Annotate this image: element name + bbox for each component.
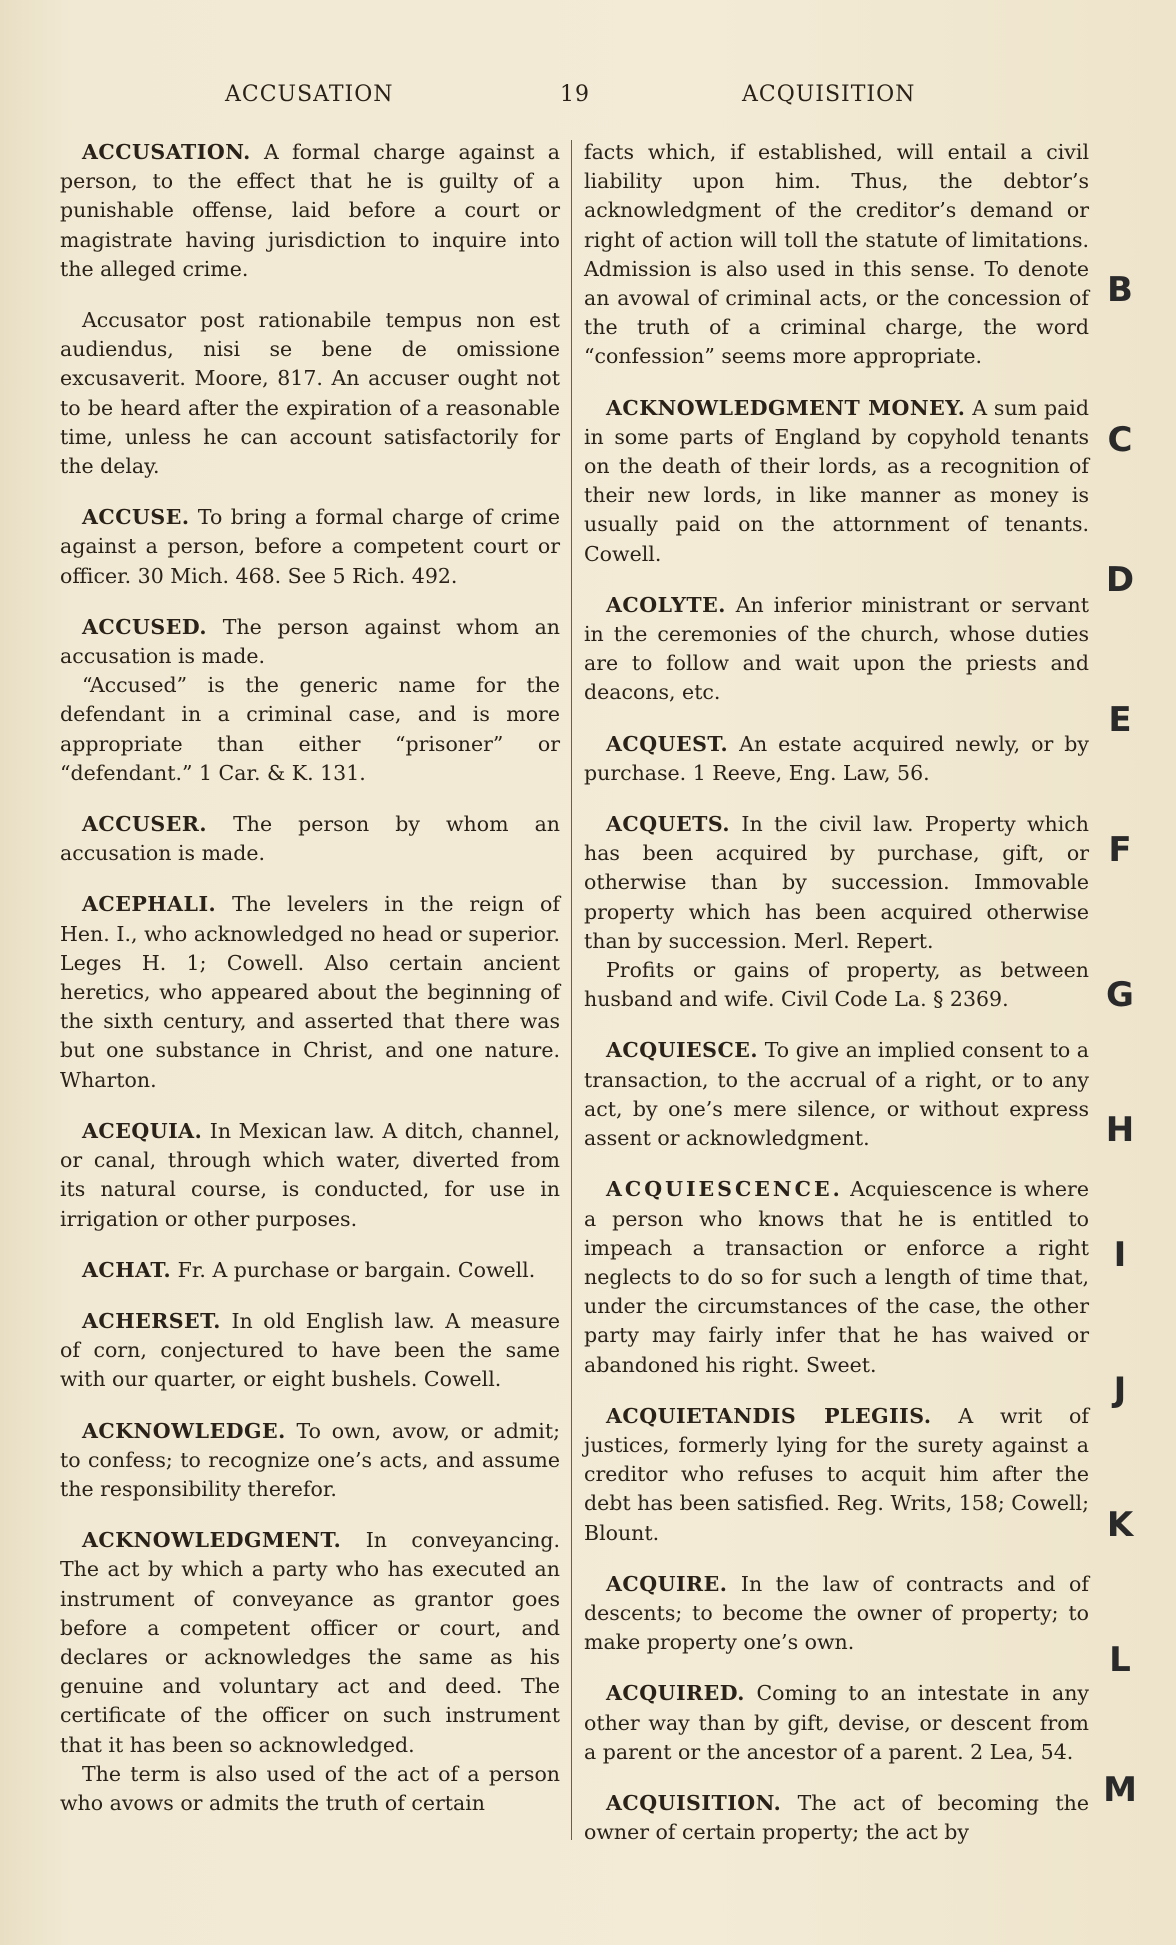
entry-headword: ACEPHALI. (82, 892, 217, 917)
entry-headword: ACQUIRED. (606, 1681, 745, 1706)
entry-headword: ACKNOWLEDGE. (82, 1418, 286, 1443)
entry-headword: ACCUSATION. (82, 140, 251, 164)
entry-headword: ACEQUIA. (82, 1118, 203, 1143)
entry-text: An estate acquired newly, or by purchase. 1 Reeve, Eng. Law, 56. (584, 731, 1089, 785)
dictionary-entry (60, 1256, 560, 1285)
thumb-index-letter[interactable]: E (1108, 700, 1132, 740)
dictionary-entry (60, 503, 560, 591)
entry-headword: ACQUIETANDIS PLEGIIS. (606, 1403, 932, 1428)
dictionary-entry (584, 810, 1089, 1014)
entry-text: In the law of contracts and of descents; to become the owner of property; to make property one’s own. (584, 1571, 1089, 1655)
dictionary-entry (584, 1570, 1089, 1658)
dictionary-entry (584, 591, 1089, 708)
dictionary-entry (60, 890, 560, 1094)
thumb-index-letter[interactable]: G (1106, 975, 1134, 1015)
entry-paragraph (60, 1526, 560, 1760)
entry-text: To bring a formal charge of crime against a person, before a competent court or officer. 30 Mich. 468. See 5 Rich. 492. (60, 505, 560, 588)
dictionary-entry (60, 1307, 560, 1395)
dictionary-entry (584, 1679, 1089, 1767)
entry-text: Fr. A purchase or bargain. Cowell. (177, 1257, 536, 1282)
entry-paragraph (60, 1117, 560, 1234)
thumb-index-letter[interactable]: C (1107, 420, 1133, 460)
entry-text: The person by whom an accusation is made. (60, 812, 560, 866)
entry-text: The act of becoming the owner of certain property; the act by (584, 1790, 1089, 1845)
entry-paragraph (584, 730, 1089, 788)
dictionary-entry (584, 1402, 1089, 1548)
dictionary-entry (60, 1117, 560, 1234)
entry-text: To give an implied consent to a transaction, to the accrual of a right, or to any act, by one’s mere silence, or without express assent or acknowledgment. (584, 1038, 1089, 1151)
entry-paragraph (60, 1760, 560, 1818)
thumb-index-letter[interactable]: K (1106, 1505, 1134, 1545)
entry-text: Profits or gains of property, as between husband and wife. Civil Code La. § 2369. (584, 958, 1089, 1012)
entry-paragraph (584, 591, 1089, 708)
dictionary-entry (584, 1036, 1089, 1153)
thumb-index-letter[interactable]: B (1107, 270, 1133, 310)
entry-text: A writ of justices, formerly lying for the surety against a creditor who refuses to acquit him after the debt has been satisfied. Reg. Writs, 158; Cowell; Blount. (584, 1403, 1090, 1545)
header-right-guideword: ACQUISITION (742, 82, 916, 107)
dictionary-entry (60, 613, 560, 788)
entry-headword: ACQUIESCENCE. (606, 1177, 843, 1202)
entry-paragraph (584, 1036, 1089, 1153)
entry-text: The person against whom an accusation is made. (60, 614, 560, 669)
entry-text: To own, avow, or admit; to confess; to recognize one’s acts, and assume the responsibility therefor. (60, 1418, 560, 1501)
entry-paragraph (60, 613, 560, 671)
entry-headword: ACKNOWLEDGMENT MONEY. (606, 395, 966, 420)
thumb-index-letter[interactable]: L (1109, 1640, 1131, 1680)
header-left-guideword: ACCUSATION (225, 82, 394, 107)
entry-paragraph (60, 1256, 560, 1285)
entry-paragraph (60, 671, 560, 788)
entry-text: The levelers in the reign of Hen. I., who acknowledged no head or superior. Leges H. 1; Cowell. Also certain ancient heretics, who appeared about the beginning of the sixth century, and asserted that there was but one substance in Christ, and one nature. Wharton. (60, 892, 560, 1092)
entry-paragraph (60, 306, 560, 481)
entry-paragraph (60, 1417, 560, 1505)
entry-text: The term is also used of the act of a person who avows or admits the truth of certain (60, 1761, 560, 1815)
dictionary-entry (584, 1789, 1089, 1847)
thumb-index-letter[interactable]: I (1113, 1235, 1127, 1275)
entry-text: An inferior ministrant or servant in the ceremonies of the church, whose duties are to follow and wait upon the priests and deacons, etc. (584, 592, 1089, 705)
entry-text: Acquiescence is where a person who knows that he is entitled to impeach a transaction or enforce a right neglects to do so for such a length of time that, under the circumstances of the case, the other party may fairly infer that he has waived or abandoned his right. Sweet. (584, 1177, 1089, 1377)
entry-paragraph (584, 1679, 1089, 1767)
entry-headword: ACQUETS. (606, 812, 731, 837)
dictionary-entry (60, 810, 560, 868)
dictionary-entry (60, 138, 560, 284)
entry-text: A sum paid in some parts of England by copyhold tenants on the death of their lords, as a recognition of their new lords, in like manner as money is usually paid on the attornment of tenants. Cowell. (584, 395, 1089, 566)
entry-paragraph (584, 1789, 1089, 1847)
page-number: 19 (560, 82, 590, 107)
entry-paragraph (584, 394, 1089, 569)
dictionary-entry (60, 1526, 560, 1818)
entry-paragraph (584, 1175, 1089, 1379)
entry-text: In the civil law. Property which has been acquired by purchase, gift, or otherwise than by succession. Immovable property which has been acquired otherwise than by succession. Merl. Repert. (584, 812, 1089, 953)
column-divider (571, 140, 572, 1840)
entry-headword: ACCUSED. (82, 614, 208, 639)
entry-text: In Mexican law. A ditch, channel, or canal, through which water, diverted from its natural course, is conducted, for use in irrigation or other purposes. (60, 1118, 560, 1231)
entry-paragraph (60, 503, 560, 591)
entry-paragraph (584, 956, 1089, 1014)
entry-text: “Accused” is the generic name for the defendant in a criminal case, and is more appropriate than either “prisoner” or “defendant.” 1 Car. & K. 131. (60, 673, 560, 785)
entry-paragraph (60, 810, 560, 868)
entry-headword: ACOLYTE. (606, 592, 726, 617)
dictionary-entry (60, 306, 560, 481)
entry-headword: ACCUSE. (82, 505, 190, 530)
entry-headword: ACQUIESCE. (606, 1038, 759, 1063)
thumb-index-letter[interactable]: F (1108, 830, 1132, 870)
entry-paragraph (584, 810, 1089, 956)
dictionary-entry (584, 138, 1089, 372)
running-header (0, 82, 1176, 122)
entry-headword: ACQUEST. (606, 731, 729, 756)
thumb-index-letter[interactable]: D (1105, 560, 1135, 600)
entry-text: A formal charge against a person, to the effect that he is guilty of a punishable offense, laid before a court or magistrate having jurisdiction to inquire into the alleged crime. (60, 140, 560, 281)
entry-paragraph (60, 890, 560, 1094)
entry-paragraph (584, 138, 1089, 372)
entry-headword: ACHAT. (82, 1257, 172, 1282)
left-column (60, 138, 560, 1840)
entry-text: facts which, if established, will entail a civil liability upon him. Thus, the debtor’s acknowledgment of the creditor’s demand or right of action will toll the statute of limitations. Admission is also used in this sense. To denote an avowal of criminal acts, or the concession of the truth of a criminal charge, the word “confession” seems more appropriate. (584, 140, 1089, 369)
thumb-index-letter[interactable]: J (1113, 1370, 1127, 1410)
entry-text: Coming to an intestate in any other way than by gift, devise, or descent from a parent or the ancestor of a parent. 2 Lea, 54. (584, 1681, 1089, 1764)
entry-paragraph (584, 1570, 1089, 1658)
right-column (584, 138, 1089, 1869)
entry-text: In old English law. A measure of corn, conjectured to have been the same with our quarter, or eight bushels. Cowell. (60, 1308, 560, 1392)
entry-paragraph (60, 1307, 560, 1395)
entry-headword: ACCUSER. (82, 812, 208, 837)
entry-headword: ACQUISITION. (606, 1790, 782, 1815)
thumb-index-letter[interactable]: H (1105, 1110, 1135, 1150)
thumb-index-letter[interactable]: M (1103, 1770, 1137, 1810)
entry-paragraph (584, 1402, 1089, 1548)
entry-headword: ACHERSET. (82, 1308, 221, 1333)
entry-text: Accusator post rationabile tempus non est audiendus, nisi se bene de omissione excusaverit. Moore, 817. An accuser ought not to be heard after the expiration of a reasonable time, unless he can account satisfactorily for the delay. (60, 308, 560, 479)
entry-headword: ACKNOWLEDGMENT. (82, 1528, 342, 1553)
dictionary-entry (60, 1417, 560, 1505)
dictionary-entry (584, 1175, 1089, 1379)
entry-headword: ACQUIRE. (606, 1571, 728, 1596)
dictionary-entry (584, 730, 1089, 788)
dictionary-entry (584, 394, 1089, 569)
entry-paragraph (60, 138, 560, 284)
entry-text: In conveyancing. The act by which a party who has executed an instrument of conveyance as grantor goes before a competent officer or court, and declares or acknowledges the same as his genuine and voluntary act and deed. The certificate of the officer on such instrument that it has been so acknowledged. (60, 1528, 560, 1757)
